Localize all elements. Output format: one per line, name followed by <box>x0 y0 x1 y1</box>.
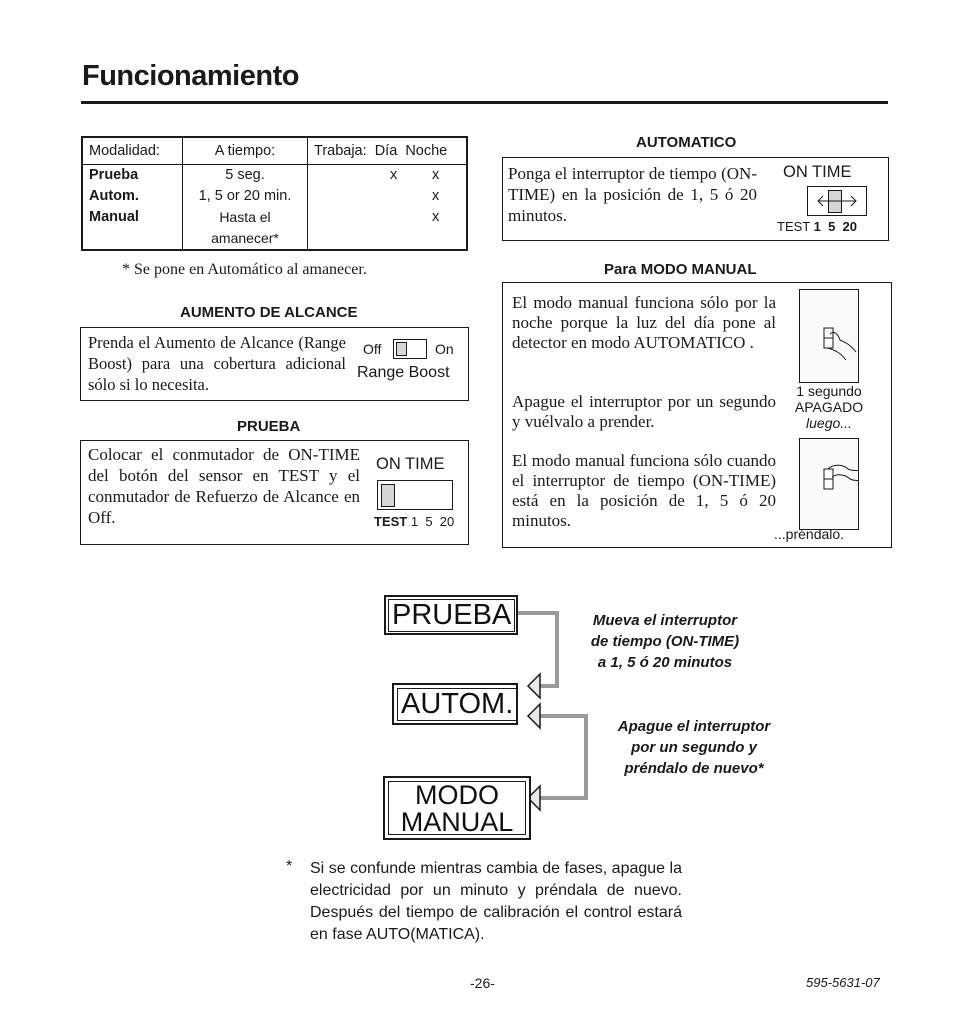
flow-box-auto-label: AUTOM. <box>397 688 517 721</box>
hand-switch-off-icon <box>800 290 858 382</box>
footnote-text: Si se confunde mientras cambia de fases, apague la electricidad por un minuto y préndala de nuevo. Después del tiempo de calibración el control estará en fase AUTO(MATICA). <box>310 860 682 943</box>
test-on-time-switch[interactable] <box>377 480 453 510</box>
arrow-left-icon <box>528 704 540 728</box>
manual-paragraph-3: El modo manual funciona sólo cuando el interruptor de tiempo (ON-TIME) está en la posición de 1, 5 ó 20 minutos. <box>512 451 776 530</box>
range-boost-on-label: On <box>435 341 454 357</box>
manual-paragraph-2: Apague el interruptor por un segundo y vuélvalo a prender. <box>512 392 776 431</box>
flow-box-auto <box>392 683 518 725</box>
automatic-box <box>502 157 889 241</box>
row-night-mark: x <box>432 188 440 204</box>
table-header-row <box>82 137 467 165</box>
row-mode: Autom. <box>82 186 183 207</box>
manual-heading: Para MODO MANUAL <box>604 261 757 278</box>
row-time: 5 seg. <box>183 165 308 187</box>
manual-paragraph-1: El modo manual funciona sólo por la noche porque la luz del día pone al detector en modo AUTOMATICO . <box>512 293 776 352</box>
row-time: Hasta el amanecer* <box>183 207 308 250</box>
double-arrow-icon <box>808 187 866 215</box>
manual-caption-2: ...préndalo. <box>774 526 845 542</box>
range-boost-heading: AUMENTO DE ALCANCE <box>180 304 358 321</box>
header-time: A tiempo: <box>183 137 308 165</box>
header-mode: Modalidad: <box>82 137 183 165</box>
row-night-mark: x <box>432 209 440 225</box>
test-box <box>80 440 469 545</box>
wall-switch-on <box>799 438 859 530</box>
manual-box <box>502 282 892 548</box>
row-time: 1, 5 or 20 min. <box>183 186 308 207</box>
row-night-mark: x <box>432 167 440 183</box>
automatic-on-time-switch[interactable] <box>807 186 867 216</box>
flow-note-2: Apague el interruptor por un segundo y préndalo de nuevo* <box>617 718 771 777</box>
flow-box-test-label: PRUEBA <box>388 599 515 632</box>
table-row <box>82 186 467 207</box>
range-boost-text: Prenda el Aumento de Alcance (Range Boost) para una cobertura adicional sólo si lo necesita. <box>88 333 346 394</box>
flow-box-test <box>384 595 518 635</box>
test-switch-scale: TEST 1 5 20 <box>374 514 455 529</box>
test-switch-title: ON TIME <box>376 455 445 473</box>
automatic-text: Ponga el interruptor de tiempo (ON-TIME) en la posición de 1, 5 ó 20 minutos. <box>508 164 757 225</box>
mode-table <box>81 136 468 251</box>
wall-switch-off <box>799 289 859 383</box>
arrow-left-icon <box>528 674 540 698</box>
range-boost-box <box>80 327 469 401</box>
test-heading: PRUEBA <box>237 418 301 435</box>
row-mode: Prueba <box>82 165 183 187</box>
document-code: 595-5631-07 <box>806 975 880 990</box>
title-rule <box>81 101 888 104</box>
switch-knob <box>381 484 395 507</box>
page-number: -26- <box>470 975 495 991</box>
range-boost-switch[interactable] <box>393 339 427 359</box>
range-boost-caption: Range Boost <box>357 364 450 381</box>
flow-note-1: Mueva el interruptor de tiempo (ON-TIME) a 1, 5 ó 20 minutos <box>590 612 740 671</box>
table-row <box>82 165 467 187</box>
manual-caption-1: 1 segundo APAGADO luego... <box>794 383 864 431</box>
table-footnote: * Se pone en Automático al amanecer. <box>122 261 367 278</box>
range-boost-off-label: Off <box>363 341 382 357</box>
row-mode: Manual <box>82 207 183 250</box>
page-title: Funcionamiento <box>82 60 299 92</box>
flow-box-manual <box>383 776 531 840</box>
header-works: Trabaja: Día Noche <box>308 137 468 165</box>
footnote-marker: * <box>286 858 293 875</box>
switch-knob <box>396 342 407 356</box>
automatic-switch-scale: TEST 1 5 20 <box>777 219 857 234</box>
table-row <box>82 207 467 250</box>
automatic-heading: AUTOMATICO <box>636 134 737 151</box>
hand-switch-on-icon <box>800 439 858 529</box>
automatic-switch-title: ON TIME <box>783 163 852 181</box>
test-text: Colocar el conmutador de ON-TIME del botón del sensor en TEST y el conmutador de Refuerzo de Alcance en Off. <box>88 445 360 527</box>
flow-box-manual-label: MODO MANUAL <box>388 781 526 835</box>
row-day-mark: x <box>390 167 398 183</box>
